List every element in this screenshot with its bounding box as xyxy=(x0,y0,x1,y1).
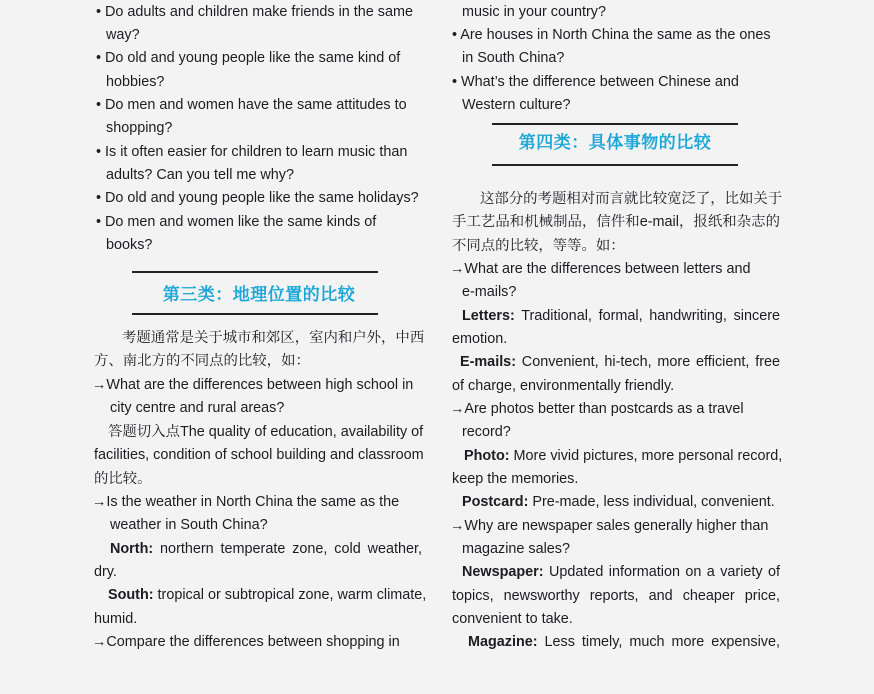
answer-line: humid. xyxy=(94,611,138,627)
bullet-line: shopping? xyxy=(106,120,173,136)
answer-text: Less timely, much more expensive, xyxy=(537,634,780,650)
question-line: record? xyxy=(462,424,511,440)
heading-rule-bottom xyxy=(492,164,738,166)
question-line: e-mails? xyxy=(462,284,517,300)
answer-label: E-mails: xyxy=(460,354,516,370)
answer-line xyxy=(462,306,780,326)
answer-line xyxy=(460,352,780,372)
question-line: city centre and rural areas? xyxy=(110,400,285,416)
question-line: →What are the differences between high school in xyxy=(92,377,414,393)
bullet-line: • Do old and young people like the same holidays? xyxy=(96,190,419,206)
answer-line: keep the memories. xyxy=(452,471,579,487)
answer-label: North: xyxy=(110,541,154,557)
answer-line: emotion. xyxy=(452,331,508,347)
answer-label: Postcard: xyxy=(462,494,529,510)
question-line: magazine sales? xyxy=(462,541,570,557)
answer-line: convenient to take. xyxy=(452,611,573,627)
section-heading-3: 第三类：地理位置的比较 xyxy=(162,285,356,305)
answer-text: More vivid pictures, more personal record, xyxy=(509,448,783,464)
answer-line xyxy=(110,539,422,559)
answer-line xyxy=(108,585,427,605)
answer-line xyxy=(468,632,780,652)
bullet-line: way? xyxy=(106,27,140,43)
question-line: →What are the differences between letters and xyxy=(450,261,751,277)
bullet-line: in South China? xyxy=(462,50,565,66)
bullet-line: • Do men and women have the same attitudes to xyxy=(96,97,407,113)
bullet-line: books? xyxy=(106,237,153,253)
question-line: weather in South China? xyxy=(110,517,268,533)
answer-text: Updated information on a variety of xyxy=(543,564,780,580)
answer-line xyxy=(462,492,794,512)
heading-rule-top xyxy=(492,123,738,125)
heading-rule-top xyxy=(132,271,378,273)
answer-line xyxy=(462,562,780,582)
intro-line: 这部分的考题相对而言就比较宽泛了，比如关于 xyxy=(480,191,783,207)
bullet-line: • Do adults and children make friends in the same xyxy=(96,4,414,20)
bullet-line: music in your country? xyxy=(462,4,606,20)
answer-line: 答题切入点The quality of education, availability of xyxy=(108,424,424,440)
question-line: →Are photos better than postcards as a travel xyxy=(450,401,744,417)
bullet-line: • Are houses in North China the same as the ones xyxy=(452,27,771,43)
answer-line xyxy=(464,446,783,466)
bullet-line: adults? Can you tell me why? xyxy=(106,167,294,183)
bullet-line: • What’s the difference between Chinese and xyxy=(452,74,739,90)
heading-rule-bottom xyxy=(132,313,378,315)
answer-line: of charge, environmentally friendly. xyxy=(452,378,675,394)
answer-text: tropical or subtropical zone, warm climate, xyxy=(153,587,427,603)
intro-line: 考题通常是关于城市和郊区，室内和户外，中西 xyxy=(122,330,425,346)
answer-text: Convenient, hi-tech, more efficient, free xyxy=(515,354,780,370)
intro-line: 不同点的比较，等等。如： xyxy=(452,238,625,254)
answer-label: South: xyxy=(108,587,154,603)
answer-line: 的比较。 xyxy=(94,471,152,487)
bullet-line: • Is it often easier for children to learn music than xyxy=(96,144,408,160)
answer-label: Newspaper: xyxy=(462,564,544,580)
answer-label: Magazine: xyxy=(468,634,538,650)
bullet-line: hobbies? xyxy=(106,74,165,90)
question-line: →Compare the differences between shopping in xyxy=(92,634,400,650)
bullet-line: • Do old and young people like the same kind of xyxy=(96,50,401,66)
question-line: →Is the weather in North China the same as the xyxy=(92,494,400,510)
answer-label: Photo: xyxy=(464,448,510,464)
answer-text: Traditional, formal, handwriting, sincere xyxy=(514,308,780,324)
answer-label: Letters: xyxy=(462,308,515,324)
bullet-line: • Do men and women like the same kinds of xyxy=(96,214,377,230)
answer-line: dry. xyxy=(94,564,117,580)
answer-text: northern temperate zone, cold weather, xyxy=(153,541,422,557)
intro-line: 方、南北方的不同点的比较，如： xyxy=(94,353,310,369)
answer-text: Pre-made, less individual, convenient. xyxy=(528,494,775,510)
bullet-line: Western culture? xyxy=(462,97,571,113)
question-line: →Why are newspaper sales generally higher than xyxy=(450,518,769,534)
answer-line: topics, newsworthy reports, and cheaper price, xyxy=(452,588,780,604)
answer-line: facilities, condition of school building and classroom xyxy=(94,447,424,463)
intro-line: 手工艺品和机械制品，信件和e-mail，报纸和杂志的 xyxy=(452,214,780,230)
section-heading-4: 第四类：具体事物的比较 xyxy=(518,133,712,153)
